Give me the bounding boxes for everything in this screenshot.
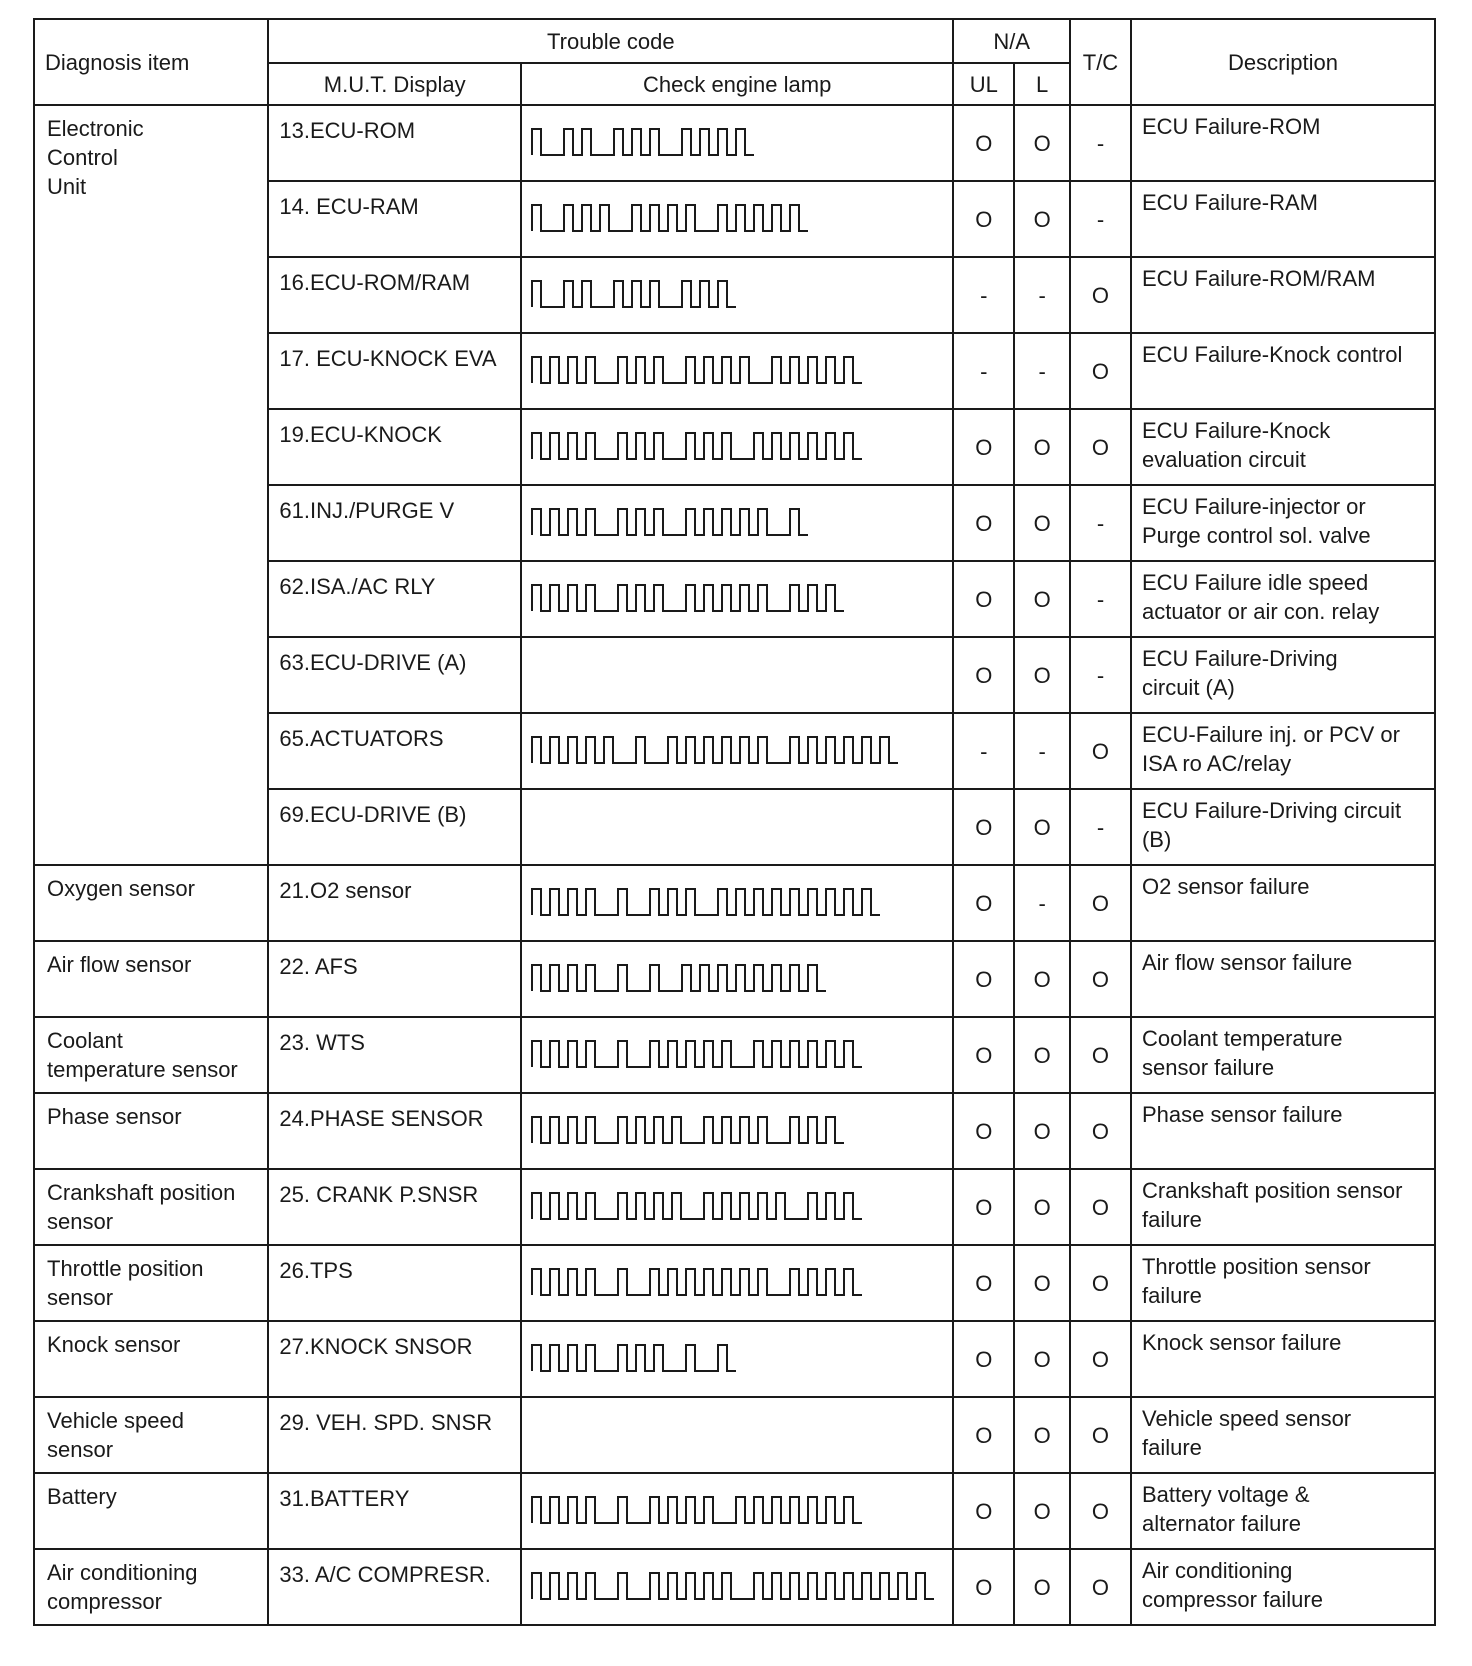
check-engine-lamp-cell xyxy=(521,1017,953,1093)
header-l: L xyxy=(1014,63,1070,105)
header-check-engine-lamp: Check engine lamp xyxy=(521,63,953,105)
mut-display-cell: 65.ACTUATORS xyxy=(268,713,521,789)
description-cell: Air conditioning compressor failure xyxy=(1131,1549,1435,1625)
tc-cell: O xyxy=(1070,1397,1131,1473)
tc-cell: O xyxy=(1070,1093,1131,1169)
na-ul-cell: O xyxy=(953,637,1014,713)
mut-display-cell: 23. WTS xyxy=(268,1017,521,1093)
na-l-cell: - xyxy=(1014,333,1070,409)
lamp-pulse-train xyxy=(532,1269,862,1295)
lamp-waveform xyxy=(530,883,886,923)
diagnosis-item-cell: Knock sensor xyxy=(34,1321,268,1397)
tc-cell: O xyxy=(1070,257,1131,333)
tc-cell: O xyxy=(1070,1321,1131,1397)
na-ul-cell: O xyxy=(953,1093,1014,1169)
na-l-cell: O xyxy=(1014,1017,1070,1093)
tc-cell: O xyxy=(1070,941,1131,1017)
header-row-1 xyxy=(34,19,1435,63)
description-cell: ECU Failure idle speed actuator or air con. relay xyxy=(1131,561,1435,637)
mut-display-cell: 25. CRANK P.SNSR xyxy=(268,1169,521,1245)
diagnosis-item-cell: Phase sensor xyxy=(34,1093,268,1169)
lamp-waveform xyxy=(530,1035,868,1075)
tc-cell: O xyxy=(1070,1473,1131,1549)
na-l-cell: - xyxy=(1014,257,1070,333)
check-engine-lamp-cell xyxy=(521,105,953,181)
check-engine-lamp-cell xyxy=(521,1093,953,1169)
diagnosis-item-cell: Electronic Control Unit xyxy=(34,105,268,865)
na-l-cell: O xyxy=(1014,1245,1070,1321)
mut-display-cell: 21.O2 sensor xyxy=(268,865,521,941)
diagnosis-sheet xyxy=(33,18,1436,1626)
na-ul-cell: O xyxy=(953,1017,1014,1093)
lamp-waveform xyxy=(530,1111,850,1151)
table-row xyxy=(34,1549,1435,1625)
tc-cell: O xyxy=(1070,865,1131,941)
header-diagnosis-item: Diagnosis item xyxy=(34,19,268,105)
na-ul-cell: O xyxy=(953,485,1014,561)
lamp-pulse-train xyxy=(532,357,862,383)
lamp-pulse-train xyxy=(532,1193,862,1219)
tc-cell: - xyxy=(1070,789,1131,865)
mut-display-cell: 63.ECU-DRIVE (A) xyxy=(268,637,521,713)
mut-display-cell: 17. ECU-KNOCK EVA xyxy=(268,333,521,409)
na-l-cell: O xyxy=(1014,1169,1070,1245)
lamp-pulse-train xyxy=(532,129,754,155)
description-cell: ECU Failure-ROM/RAM xyxy=(1131,257,1435,333)
diagnosis-item-cell: Air conditioning compressor xyxy=(34,1549,268,1625)
na-l-cell: O xyxy=(1014,1473,1070,1549)
na-l-cell: O xyxy=(1014,1321,1070,1397)
lamp-pulse-train xyxy=(532,433,862,459)
na-ul-cell: O xyxy=(953,1245,1014,1321)
tc-cell: - xyxy=(1070,561,1131,637)
description-cell: Coolant temperature sensor failure xyxy=(1131,1017,1435,1093)
lamp-pulse-train xyxy=(532,281,736,307)
na-ul-cell: O xyxy=(953,1397,1014,1473)
description-cell: Knock sensor failure xyxy=(1131,1321,1435,1397)
description-cell: ECU Failure-Knock control xyxy=(1131,333,1435,409)
diagnosis-item-cell: Battery xyxy=(34,1473,268,1549)
check-engine-lamp-cell xyxy=(521,485,953,561)
check-engine-lamp-cell xyxy=(521,637,953,713)
na-ul-cell: O xyxy=(953,105,1014,181)
na-l-cell: O xyxy=(1014,1549,1070,1625)
lamp-waveform xyxy=(530,123,760,163)
mut-display-cell: 27.KNOCK SNSOR xyxy=(268,1321,521,1397)
table-row xyxy=(34,1093,1435,1169)
lamp-waveform xyxy=(530,427,868,467)
diagnosis-body xyxy=(34,105,1435,1625)
description-cell: Throttle position sensor failure xyxy=(1131,1245,1435,1321)
lamp-pulse-train xyxy=(532,1041,862,1067)
header-description: Description xyxy=(1131,19,1435,105)
na-l-cell: O xyxy=(1014,1397,1070,1473)
na-l-cell: - xyxy=(1014,713,1070,789)
lamp-pulse-train xyxy=(532,889,880,915)
diagnosis-table xyxy=(33,18,1436,1626)
check-engine-lamp-cell xyxy=(521,1245,953,1321)
na-ul-cell: O xyxy=(953,1169,1014,1245)
mut-display-cell: 33. A/C COMPRESR. xyxy=(268,1549,521,1625)
check-engine-lamp-cell xyxy=(521,713,953,789)
mut-display-cell: 69.ECU-DRIVE (B) xyxy=(268,789,521,865)
table-row xyxy=(34,1245,1435,1321)
mut-display-cell: 14. ECU-RAM xyxy=(268,181,521,257)
tc-cell: O xyxy=(1070,1017,1131,1093)
lamp-waveform xyxy=(530,731,904,771)
mut-display-cell: 19.ECU-KNOCK xyxy=(268,409,521,485)
lamp-pulse-train xyxy=(532,737,898,763)
na-ul-cell: O xyxy=(953,1473,1014,1549)
lamp-waveform xyxy=(530,1491,868,1531)
diagnosis-item-cell: Throttle position sensor xyxy=(34,1245,268,1321)
na-l-cell: O xyxy=(1014,409,1070,485)
header-trouble-code: Trouble code xyxy=(268,19,953,63)
description-cell: ECU Failure-Knock evaluation circuit xyxy=(1131,409,1435,485)
tc-cell: - xyxy=(1070,105,1131,181)
lamp-waveform xyxy=(530,579,850,619)
na-l-cell: - xyxy=(1014,865,1070,941)
diagnosis-item-cell: Oxygen sensor xyxy=(34,865,268,941)
na-l-cell: O xyxy=(1014,789,1070,865)
check-engine-lamp-cell xyxy=(521,941,953,1017)
check-engine-lamp-cell xyxy=(521,789,953,865)
table-row xyxy=(34,941,1435,1017)
lamp-pulse-train xyxy=(532,509,808,535)
check-engine-lamp-cell xyxy=(521,1397,953,1473)
na-ul-cell: - xyxy=(953,713,1014,789)
table-row xyxy=(34,1321,1435,1397)
check-engine-lamp-cell xyxy=(521,333,953,409)
description-cell: O2 sensor failure xyxy=(1131,865,1435,941)
lamp-waveform xyxy=(530,1339,742,1379)
tc-cell: O xyxy=(1070,333,1131,409)
tc-cell: O xyxy=(1070,713,1131,789)
tc-cell: - xyxy=(1070,181,1131,257)
na-ul-cell: O xyxy=(953,941,1014,1017)
header-na: N/A xyxy=(953,19,1070,63)
lamp-waveform xyxy=(530,959,832,999)
na-l-cell: O xyxy=(1014,105,1070,181)
description-cell: Crankshaft position sensor failure xyxy=(1131,1169,1435,1245)
check-engine-lamp-cell xyxy=(521,1169,953,1245)
description-cell: ECU Failure-ROM xyxy=(1131,105,1435,181)
description-cell: Phase sensor failure xyxy=(1131,1093,1435,1169)
mut-display-cell: 29. VEH. SPD. SNSR xyxy=(268,1397,521,1473)
table-row xyxy=(34,865,1435,941)
header-ul: UL xyxy=(953,63,1014,105)
na-ul-cell: O xyxy=(953,181,1014,257)
na-ul-cell: O xyxy=(953,1549,1014,1625)
diagnosis-item-cell: Air flow sensor xyxy=(34,941,268,1017)
check-engine-lamp-cell xyxy=(521,561,953,637)
tc-cell: O xyxy=(1070,1245,1131,1321)
description-cell: ECU Failure-injector or Purge control sol. valve xyxy=(1131,485,1435,561)
check-engine-lamp-cell xyxy=(521,1549,953,1625)
description-cell: Vehicle speed sensor failure xyxy=(1131,1397,1435,1473)
table-row xyxy=(34,1473,1435,1549)
na-ul-cell: O xyxy=(953,409,1014,485)
header-tc: T/C xyxy=(1070,19,1131,105)
check-engine-lamp-cell xyxy=(521,409,953,485)
header-mut-display: M.U.T. Display xyxy=(268,63,521,105)
tc-cell: - xyxy=(1070,637,1131,713)
mut-display-cell: 61.INJ./PURGE V xyxy=(268,485,521,561)
diagnosis-item-cell: Crankshaft position sensor xyxy=(34,1169,268,1245)
lamp-pulse-train xyxy=(532,1117,844,1143)
tc-cell: O xyxy=(1070,1549,1131,1625)
tc-cell: O xyxy=(1070,1169,1131,1245)
lamp-waveform xyxy=(530,1187,868,1227)
mut-display-cell: 16.ECU-ROM/RAM xyxy=(268,257,521,333)
lamp-pulse-train xyxy=(532,1573,934,1599)
diagnosis-item-cell: Coolant temperature sensor xyxy=(34,1017,268,1093)
mut-display-cell: 62.ISA./AC RLY xyxy=(268,561,521,637)
check-engine-lamp-cell xyxy=(521,181,953,257)
lamp-waveform xyxy=(530,1567,940,1607)
na-l-cell: O xyxy=(1014,181,1070,257)
diagnosis-item-cell: Vehicle speed sensor xyxy=(34,1397,268,1473)
mut-display-cell: 22. AFS xyxy=(268,941,521,1017)
description-cell: ECU Failure-Driving circuit (A) xyxy=(1131,637,1435,713)
na-ul-cell: - xyxy=(953,257,1014,333)
mut-display-cell: 31.BATTERY xyxy=(268,1473,521,1549)
table-row xyxy=(34,105,1435,181)
lamp-waveform xyxy=(530,503,814,543)
na-l-cell: O xyxy=(1014,941,1070,1017)
na-ul-cell: - xyxy=(953,333,1014,409)
lamp-pulse-train xyxy=(532,1345,736,1371)
mut-display-cell: 24.PHASE SENSOR xyxy=(268,1093,521,1169)
na-l-cell: O xyxy=(1014,637,1070,713)
mut-display-cell: 13.ECU-ROM xyxy=(268,105,521,181)
lamp-pulse-train xyxy=(532,585,844,611)
description-cell: Battery voltage & alternator failure xyxy=(1131,1473,1435,1549)
table-row xyxy=(34,1397,1435,1473)
na-ul-cell: O xyxy=(953,1321,1014,1397)
lamp-pulse-train xyxy=(532,1497,862,1523)
lamp-waveform xyxy=(530,351,868,391)
table-row xyxy=(34,1169,1435,1245)
description-cell: ECU Failure-RAM xyxy=(1131,181,1435,257)
check-engine-lamp-cell xyxy=(521,1473,953,1549)
mut-display-cell: 26.TPS xyxy=(268,1245,521,1321)
na-l-cell: O xyxy=(1014,1093,1070,1169)
lamp-waveform xyxy=(530,1263,868,1303)
tc-cell: - xyxy=(1070,485,1131,561)
check-engine-lamp-cell xyxy=(521,865,953,941)
na-ul-cell: O xyxy=(953,789,1014,865)
lamp-waveform xyxy=(530,275,742,315)
description-cell: ECU Failure-Driving circuit (B) xyxy=(1131,789,1435,865)
na-ul-cell: O xyxy=(953,561,1014,637)
table-row xyxy=(34,1017,1435,1093)
na-l-cell: O xyxy=(1014,485,1070,561)
tc-cell: O xyxy=(1070,409,1131,485)
lamp-pulse-train xyxy=(532,965,826,991)
description-cell: ECU-Failure inj. or PCV or ISA ro AC/relay xyxy=(1131,713,1435,789)
check-engine-lamp-cell xyxy=(521,1321,953,1397)
lamp-pulse-train xyxy=(532,205,808,231)
lamp-waveform xyxy=(530,199,814,239)
na-l-cell: O xyxy=(1014,561,1070,637)
check-engine-lamp-cell xyxy=(521,257,953,333)
na-ul-cell: O xyxy=(953,865,1014,941)
description-cell: Air flow sensor failure xyxy=(1131,941,1435,1017)
